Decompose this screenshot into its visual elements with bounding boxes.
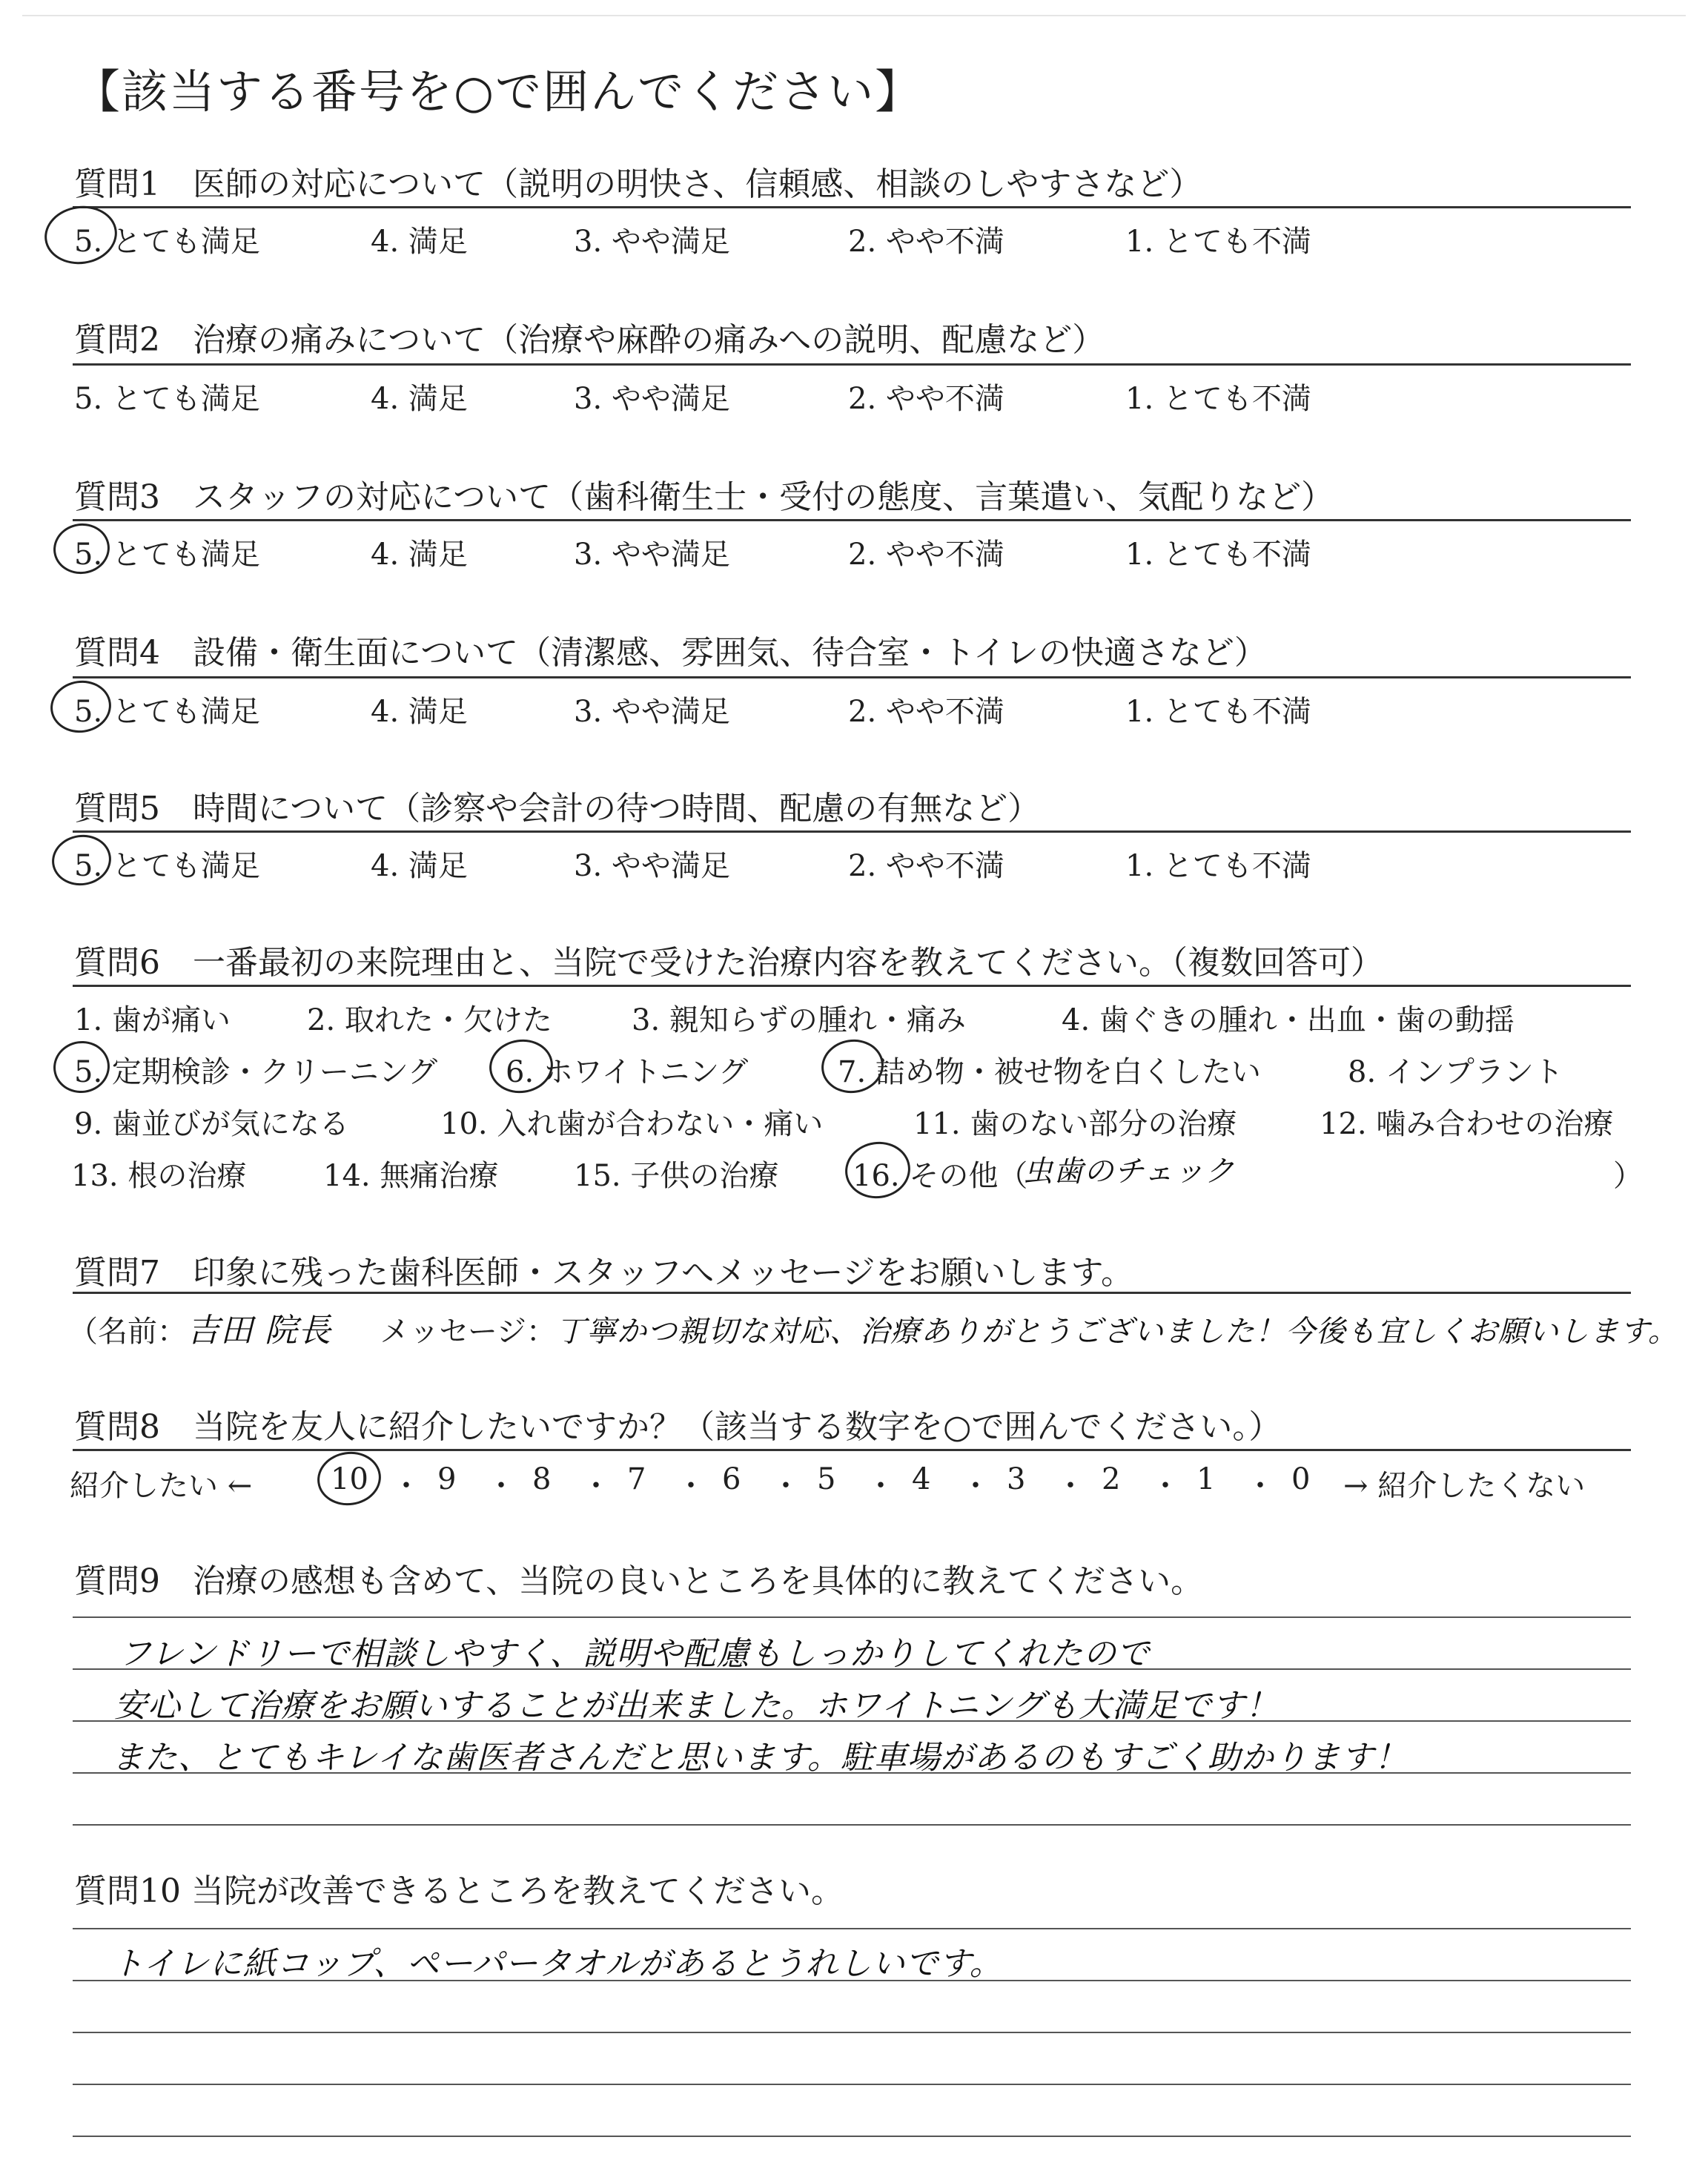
q8-separator-dot: ・	[676, 1469, 706, 1503]
q6-option-5[interactable]: 5. 定期検診・クリーニング	[74, 1055, 438, 1089]
q6-option-11[interactable]: 11. 歯のない部分の治療	[913, 1107, 1237, 1141]
q5-option-2[interactable]: 2. やや不満	[848, 849, 1004, 883]
q8-number-4[interactable]: 4	[912, 1462, 931, 1496]
q1-option-4[interactable]: 4. 満足	[371, 225, 468, 259]
q3-option-1[interactable]: 1. とても不満	[1125, 538, 1311, 572]
question-8-title: 質問8 当院を友人に紹介したいですか？（該当する数字を○で囲んでください。）	[74, 1408, 1282, 1446]
question-7-rule	[73, 1292, 1631, 1294]
q8-separator-dot: ・	[771, 1469, 801, 1503]
q3-option-2[interactable]: 2. やや不満	[848, 538, 1004, 572]
q6-option-3[interactable]: 3. 親知らずの腫れ・痛み	[632, 1003, 966, 1037]
q6-option-6[interactable]: 6. ホワイトニング	[506, 1055, 749, 1089]
q2-option-3[interactable]: 3. やや満足	[574, 382, 730, 416]
question-6-title: 質問6 一番最初の来院理由と、当院で受けた治療内容を教えてください。（複数回答可）	[74, 944, 1383, 982]
q6-option-7[interactable]: 7. 詰め物・被せ物を白くしたい	[838, 1055, 1261, 1089]
q5-option-5[interactable]: 5. とても満足	[74, 849, 260, 883]
q8-number-2[interactable]: 2	[1102, 1462, 1121, 1496]
q8-number-6[interactable]: 6	[722, 1462, 741, 1496]
q8-separator-dot: ・	[1056, 1469, 1085, 1503]
question-1-title: 質問1 医師の対応について（説明の明快さ、信頼感、相談のしやすさなど）	[74, 165, 1202, 203]
page-title: 【該当する番号を○で囲んでください】	[74, 65, 923, 119]
q1-option-5[interactable]: 5. とても満足	[74, 225, 260, 259]
q7-name-label: （名前：	[68, 1315, 187, 1349]
question-4-title: 質問4 設備・衛生面について（清潔感、雰囲気、待合室・トイレの快適さなど）	[74, 634, 1267, 672]
q1-option-3[interactable]: 3. やや満足	[574, 225, 730, 259]
q5-option-4[interactable]: 4. 満足	[371, 849, 468, 883]
q6-option-13[interactable]: 13. 根の治療	[71, 1159, 247, 1193]
q9-answer-line-3[interactable]: また、とてもキレイな歯医者さんだと思います。駐車場があるのもすごく助かります！	[111, 1739, 1408, 1777]
q7-message-value[interactable]: 丁寧かつ親切な対応、治療ありがとうございました！今後も宜しくお願いします。	[556, 1315, 1678, 1349]
question-3-title: 質問3 スタッフの対応について（歯科衛生士・受付の態度、言葉遣い、気配りなど）	[74, 478, 1334, 516]
q10-line-rule	[73, 2136, 1631, 2137]
q8-left-label: 紹介したい ←	[70, 1469, 253, 1503]
q2-option-4[interactable]: 4. 満足	[371, 382, 468, 416]
q7-message-row	[68, 1304, 1678, 1351]
q1-option-1[interactable]: 1. とても不満	[1125, 225, 1311, 259]
q2-option-1[interactable]: 1. とても不満	[1125, 382, 1311, 416]
q8-right-label: → 紹介したくない	[1343, 1469, 1586, 1503]
q8-number-8[interactable]: 8	[532, 1462, 552, 1496]
q8-separator-dot: ・	[961, 1469, 990, 1503]
q8-separator-dot: ・	[391, 1469, 421, 1503]
question-5-rule	[73, 830, 1631, 833]
q8-separator-dot: ・	[1245, 1469, 1275, 1503]
q10-line-rule	[73, 2032, 1631, 2033]
q10-answer-line-1[interactable]: トイレに紙コップ、ペーパータオルがあるとうれしいです。	[111, 1945, 1003, 1983]
q8-separator-dot: ・	[866, 1469, 896, 1503]
q8-number-10[interactable]: 10	[331, 1462, 368, 1496]
q4-option-2[interactable]: 2. やや不満	[848, 695, 1004, 729]
q3-option-5[interactable]: 5. とても満足	[74, 538, 260, 572]
q8-number-5[interactable]: 5	[817, 1462, 836, 1496]
q8-number-3[interactable]: 3	[1007, 1462, 1026, 1496]
q7-name-value[interactable]: 吉田 院長	[187, 1312, 331, 1350]
q10-line-rule	[73, 2084, 1631, 2085]
question-1-rule	[73, 206, 1631, 208]
q4-option-3[interactable]: 3. やや満足	[574, 695, 730, 729]
q2-option-2[interactable]: 2. やや不満	[848, 382, 1004, 416]
q3-option-4[interactable]: 4. 満足	[371, 538, 468, 572]
q3-option-3[interactable]: 3. やや満足	[574, 538, 730, 572]
q6-option-10[interactable]: 10. 入れ歯が合わない・痛い	[440, 1107, 824, 1141]
question-2-rule	[73, 363, 1631, 366]
q9-answer-line-2[interactable]: 安心して治療をお願いすることが出来ました。ホワイトニングも大満足です！	[114, 1687, 1280, 1725]
q9-answer-line-1[interactable]: フレンドリーで相談しやすく、説明や配慮もしっかりしてくれたので	[119, 1635, 1151, 1673]
q5-option-1[interactable]: 1. とても不満	[1125, 849, 1311, 883]
q8-number-9[interactable]: 9	[437, 1462, 457, 1496]
page-top-border	[22, 15, 1686, 16]
q6-option-16[interactable]: 16. その他（	[853, 1159, 1028, 1193]
q10-line-rule	[73, 1928, 1631, 1929]
question-5-title: 質問5 時間について（診察や会計の待つ時間、配慮の有無など）	[74, 790, 1041, 828]
question-3-rule	[73, 519, 1631, 521]
q8-number-1[interactable]: 1	[1196, 1462, 1216, 1496]
q6-option-4[interactable]: 4. 歯ぐきの腫れ・出血・歯の動揺	[1062, 1003, 1515, 1037]
q8-selection-circle	[314, 1447, 384, 1509]
q9-line-rule	[73, 1616, 1631, 1618]
q2-option-5[interactable]: 5. とても満足	[74, 382, 260, 416]
q6-other-close-paren: ）	[1613, 1159, 1643, 1193]
q7-message-label: メッセージ：	[380, 1315, 557, 1349]
q6-other-handwritten[interactable]: 虫歯のチェック	[1023, 1155, 1235, 1189]
question-4-rule	[73, 676, 1631, 678]
question-2-title: 質問2 治療の痛みについて（治療や麻酔の痛みへの説明、配慮など）	[74, 321, 1105, 359]
q8-separator-dot: ・	[1151, 1469, 1180, 1503]
q6-option-15[interactable]: 15. 子供の治療	[574, 1159, 779, 1193]
q6-option-14[interactable]: 14. 無痛治療	[323, 1159, 499, 1193]
q6-option-9[interactable]: 9. 歯並びが気になる	[74, 1107, 349, 1141]
q8-separator-dot: ・	[581, 1469, 611, 1503]
q6-option-12[interactable]: 12. 噛み合わせの治療	[1320, 1107, 1614, 1141]
q6-option-1[interactable]: 1. 歯が痛い	[74, 1003, 231, 1037]
q6-option-2[interactable]: 2. 取れた・欠けた	[307, 1003, 552, 1037]
q4-option-1[interactable]: 1. とても不満	[1125, 695, 1311, 729]
q5-option-3[interactable]: 3. やや満足	[574, 849, 730, 883]
q4-option-4[interactable]: 4. 満足	[371, 695, 468, 729]
q8-number-0[interactable]: 0	[1291, 1462, 1311, 1496]
question-7-title: 質問7 印象に残った歯科医師・スタッフへメッセージをお願いします。	[74, 1254, 1133, 1292]
question-10-title: 質問10 当院が改善できるところを教えてください。	[74, 1872, 844, 1910]
question-8-rule	[73, 1449, 1631, 1451]
question-6-rule	[73, 985, 1631, 987]
q8-number-7[interactable]: 7	[627, 1462, 646, 1496]
q1-option-2[interactable]: 2. やや不満	[848, 225, 1004, 259]
q8-separator-dot: ・	[486, 1469, 516, 1503]
q6-option-8[interactable]: 8. インプラント	[1348, 1055, 1563, 1089]
q9-line-rule	[73, 1824, 1631, 1826]
question-9-title: 質問9 治療の感想も含めて、当院の良いところを具体的に教えてください。	[74, 1562, 1204, 1600]
q4-option-5[interactable]: 5. とても満足	[74, 695, 260, 729]
